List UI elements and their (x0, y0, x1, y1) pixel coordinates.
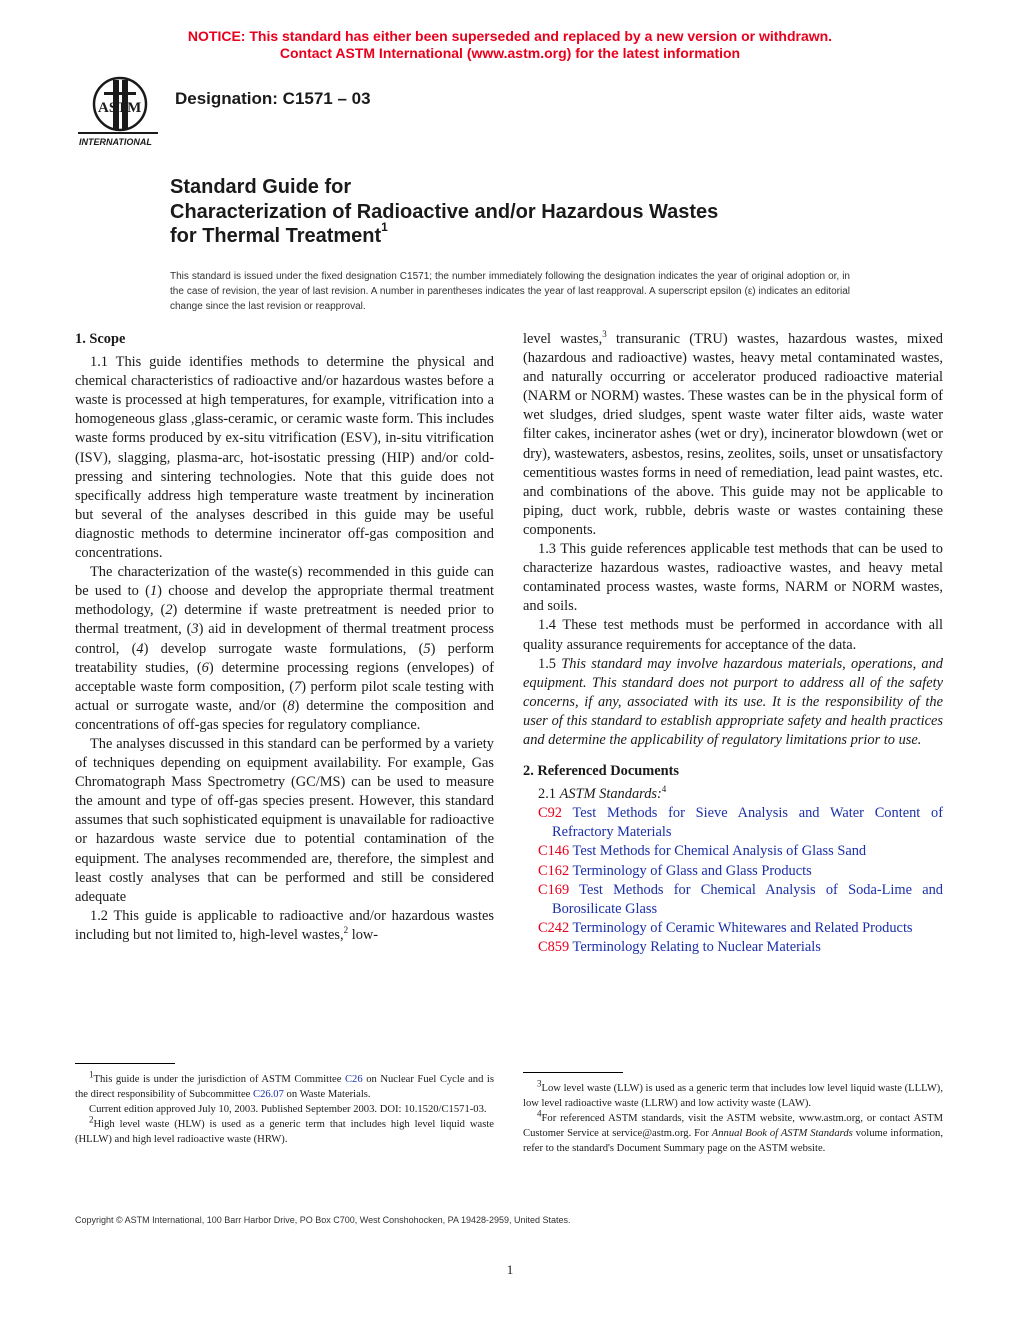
refdocs-heading: 2. Referenced Documents (523, 763, 679, 780)
n7: 7 (294, 678, 302, 695)
fn1-mark: 1 (89, 1069, 94, 1080)
footnotes-left (75, 1069, 494, 1147)
ref-code-link[interactable]: C169 (538, 881, 570, 898)
notice-line-1: NOTICE: This standard has either been superseded and replaced by a new version or withdrawn. (187, 28, 833, 44)
para-analyses: The analyses discussed in this standard can be performed by a variety of techniques depending on equipment availability. For example, Gas Chromatograph Mass Spectrometry (GC/MS) can be used to measure the amount and type of off-gas species present. However, this standard assumes that such sophisticated equipment is unavailable for radioactive or hazardous waste service due to potential contamination of the equipment. The analyses recommended are, therefore, the simplest and least costly analyses that can be performed and still be considered adequate (75, 735, 494, 905)
n1: 1 (149, 583, 158, 600)
title-footnote-ref: 1 (381, 220, 388, 235)
footnote-1 (75, 1069, 494, 1102)
ref-item[interactable] (523, 804, 943, 842)
notice-banner (0, 28, 1020, 62)
p15-num: 1.5 (538, 655, 562, 672)
para-1-2 (75, 907, 494, 945)
footnote-rule-right (523, 1072, 623, 1073)
committee-link[interactable]: C26 (344, 1074, 363, 1085)
n6: 6 (201, 659, 209, 676)
footnote-3 (523, 1078, 943, 1111)
footnote-1-edition: Current edition approved July 10, 2003. Published September 2003. DOI: 10.1520/C1571-03. (89, 1104, 487, 1115)
ref-title-link[interactable]: Terminology of Ceramic Whitewares and Related Products (572, 919, 913, 936)
p15-text: This standard may involve hazardous materials, operations, and equipment. This standard does not purport to address all of the safety concerns, if any, associated with its use. It is the responsibility of the user of this standard to establish appropriate safety and health practices and determine the applicability of regulatory limitations prior to use. (523, 655, 943, 748)
para-1-1: 1.1 This guide identifies methods to determine the physical and chemical characteristics of radioactive and/or hazardous wastes before a waste is processed at high temperatures, for example, vitrification into a homogeneous glass ,glass-ceramic, or ceramic waste form. This includes waste forms produced by ex-situ vitrification (ESV), in-situ vitrification (ISV), slagging, plasma-arc, hot-isostatic pressing (HIP) and/or cold-pressing and sintering technologies. Note that this guide does not specifically address high temperature waste treatment by incineration but several of the analyses described in this guide may be useful diagnostic methods to determine incinerator off-gas composition and concentrations. (75, 354, 494, 562)
ref-code-link[interactable]: C162 (538, 862, 570, 879)
p2-i: ) determine the composition and concentrations of off-gas species for regulatory compliance. (75, 697, 494, 733)
fn3-text: Low level waste (LLW) is used as a generic term that includes low level liquid waste (LLLW), low level radioactive waste (LLRW) and low activity waste (LAW). (523, 1083, 943, 1109)
fn4-ref: 4 (661, 784, 667, 795)
title-line-2: Characterization of Radioactive and/or Hazardous Wastes (170, 200, 719, 223)
footnotes-right (523, 1078, 943, 1156)
footnote-4 (523, 1108, 943, 1156)
p2-g: ) determine processing regions (envelopes) of acceptable waste form composition, ( (75, 659, 494, 695)
p4-a: 1.2 This guide is applicable to radioactive and/or hazardous wastes including but not limited to, high-level wastes, (75, 907, 494, 943)
r1-b: transuranic (TRU) wastes, hazardous wastes, mixed (hazardous and radioactive) wastes, heavy metal contaminated wastes, and naturally occurring or accelerator produced radioactive material (NARM or NORM) wastes. These wastes can be in the physical form of wet sludges, dried sludges, spent waste water filter aids, waste water filter cakes, incinerator ashes (wet or dry), incinerator blowdown (wet or dry), wastewaters, asbestos, resins, zeolites, soils, unset or unsatisfactory cementitious wastes forms in need of remediation, lead paint wastes, etc. and combinations of the above. This guide may not be applicable to piping, duct work, rubble, debris waste or wastes containing these components. (523, 331, 943, 538)
ref-title-link[interactable]: Test Methods for Sieve Analysis and Water Content of Refractory Materials (552, 805, 944, 841)
title-line-1: Standard Guide for (170, 176, 352, 198)
p4-b: low- (348, 926, 379, 943)
ref-title-link[interactable]: Terminology Relating to Nuclear Materials (572, 938, 821, 955)
fn3-mark: 3 (537, 1078, 542, 1089)
para-1-4: 1.4 These test methods must be performed in accordance with all quality assurance requirements for acceptance of the data. (523, 617, 943, 653)
subcommittee-link[interactable]: C26.07 (253, 1089, 284, 1100)
footnote-rule-left (75, 1063, 175, 1064)
fn4-b: volume information, refer to the standard's Document Summary page on the ASTM website. (523, 1128, 943, 1154)
fn1-b: on Nuclear Fuel Cycle and is the direct responsibility of Subcommittee (75, 1074, 494, 1100)
ref-item[interactable] (523, 881, 943, 919)
fn1-a: This guide is under the jurisdiction of ASTM Committee (93, 1074, 345, 1085)
fn4-mark: 4 (537, 1108, 542, 1119)
document-title (170, 175, 930, 249)
n4: 4 (136, 640, 144, 657)
logo-text: INTERNATIONAL (79, 137, 152, 147)
fn1-c: on Waste Materials. (283, 1089, 371, 1100)
astm-logo (76, 74, 160, 148)
ref-item[interactable] (523, 862, 943, 881)
p2-b: ) choose and develop the appropriate thermal treatment methodology, ( (75, 583, 494, 619)
left-column (75, 330, 494, 945)
sub-num: 2.1 (538, 786, 560, 803)
ref-title-link[interactable]: Test Methods for Chemical Analysis of Soda-Lime and Borosilicate Glass (552, 881, 944, 917)
title-line-3-text: for Thermal Treatment (170, 225, 382, 247)
ref-item[interactable] (523, 919, 943, 938)
ref-item[interactable] (523, 938, 943, 957)
para-1-2-cont (523, 330, 943, 540)
scope-heading: 1. Scope (75, 331, 126, 347)
astm-logo-icon (76, 74, 160, 148)
p2-h: ) perform pilot scale testing with actual or surrogate waste, and/or ( (75, 678, 494, 714)
fn2-mark: 2 (89, 1114, 94, 1125)
p2-f: ) perform treatability studies, ( (75, 640, 495, 676)
n5: 5 (423, 640, 431, 657)
ref-title-link[interactable]: Terminology of Glass and Glass Products (572, 862, 812, 879)
n3: 3 (191, 621, 199, 638)
ref-code-link[interactable]: C859 (538, 938, 570, 955)
ref-code-link[interactable]: C242 (538, 919, 570, 936)
para-characterization (75, 563, 494, 735)
n2: 2 (165, 602, 173, 619)
r1-a: level wastes, (523, 331, 603, 347)
fn4-italic: Annual Book of ASTM Standards (711, 1128, 853, 1139)
copyright-line: Copyright © ASTM International, 100 Barr Harbor Drive, PO Box C700, West Conshohocken, PA 19428-2959, United States. (75, 1215, 571, 1225)
para-1-3: 1.3 This guide references applicable test methods that can be used to characterize hazardous wastes, radioactive wastes, and heavy metal contaminated process wastes, waste forms, NARM or NORM wastes, and soils. (523, 541, 943, 615)
title-line-3 (170, 220, 930, 249)
issuance-statement: This standard is issued under the fixed designation C1571; the number immediately following the designation indicates the year of original adoption or, in the case of revision, the year of last revision. A number in parentheses indicates the year of last reapproval. A superscript epsilon (ε) indicates an editorial change since the last revision or reapproval. (170, 271, 850, 312)
p2-d: ) aid in development of thermal treatment process control, ( (75, 621, 495, 657)
fn4-a: For referenced ASTM standards, visit the ASTM website, www.astm.org, or contact ASTM Customer Service at service@astm.org. For (523, 1113, 943, 1139)
fn3-ref: 3 (602, 329, 607, 340)
p2-c: ) determine if waste pretreatment is needed prior to thermal treatment, ( (75, 602, 495, 638)
astm-standards-sub (523, 785, 943, 804)
fn2-text: High level waste (HLW) is used as a generic term that includes high level liquid waste (HLLW) and high level radioactive waste (HRW). (75, 1119, 494, 1145)
footnote-2 (75, 1114, 494, 1147)
logo-letters: ASTM (98, 100, 142, 116)
para-1-5 (523, 655, 943, 750)
ref-item[interactable] (523, 842, 943, 861)
ref-code-link[interactable]: C146 (538, 843, 570, 860)
p2-a: The characterization of the waste(s) recommended in this guide can be used to ( (75, 564, 494, 600)
n8: 8 (287, 697, 295, 714)
page-number: 1 (506, 1262, 514, 1277)
designation: Designation: C1571 – 03 (175, 89, 371, 108)
notice-line-2: Contact ASTM International (www.astm.org) for the latest information (279, 45, 741, 61)
right-column (523, 330, 943, 957)
p2-e: ) develop surrogate waste formulations, ( (143, 640, 424, 657)
sub-text: ASTM Standards: (559, 786, 662, 803)
ref-title-link[interactable]: Test Methods for Chemical Analysis of Glass Sand (572, 843, 867, 860)
fn2-ref: 2 (343, 925, 349, 936)
ref-code-link[interactable]: C92 (538, 805, 562, 822)
